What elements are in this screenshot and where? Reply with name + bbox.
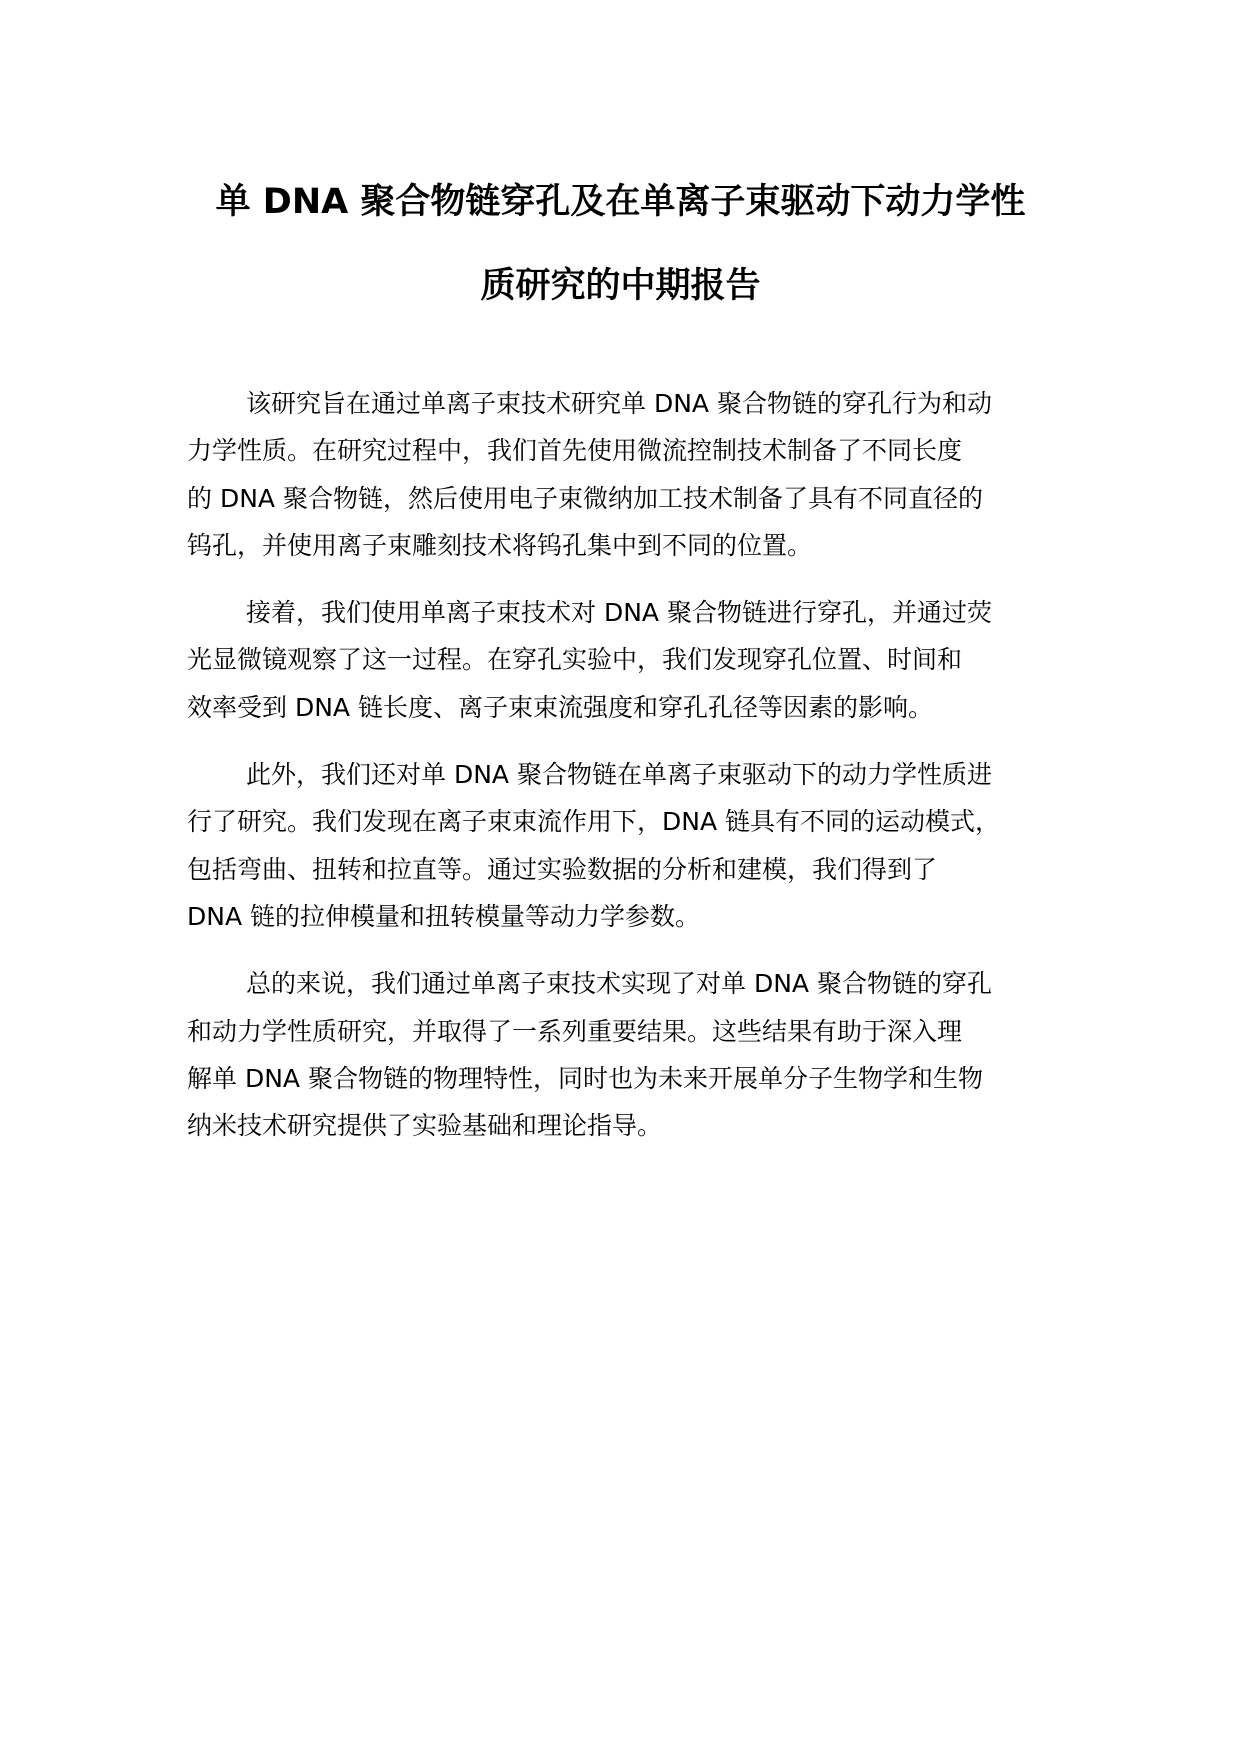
paragraph-line: 包括弯曲、扭转和拉直等。通过实验数据的分析和建模，我们得到了 — [187, 854, 938, 884]
paragraph-line: 行了研究。我们发现在离子束束流作用下，DNA 链具有不同的运动模式， — [187, 807, 1001, 837]
document-title-line-2: 质研究的中期报告 — [480, 266, 761, 306]
paragraph-line: 力学性质。在研究过程中，我们首先使用微流控制技术制备了不同长度 — [187, 436, 963, 466]
document-body — [187, 380, 1087, 1169]
paragraph-3 — [187, 751, 1087, 940]
paragraph-line: 的 DNA 聚合物链，然后使用电子束微纳加工技术制备了具有不同直径的 — [187, 483, 983, 513]
paragraph-line: 效率受到 DNA 链长度、离子束束流强度和穿孔孔径等因素的影响。 — [187, 692, 933, 722]
paragraph-line: 接着，我们使用单离子束技术对 DNA 聚合物链进行穿孔，并通过荧 — [246, 598, 992, 628]
paragraph-line: 钨孔，并使用离子束雕刻技术将钨孔集中到不同的位置。 — [187, 530, 813, 560]
paragraph-line: 和动力学性质研究，并取得了一系列重要结果。这些结果有助于深入理 — [187, 1016, 963, 1046]
paragraph-line: DNA 链的拉伸模量和扭转模量等动力学参数。 — [187, 901, 701, 931]
paragraph-2 — [187, 589, 1087, 731]
paragraph-line: 光显微镜观察了这一过程。在穿孔实验中，我们发现穿孔位置、时间和 — [187, 645, 963, 675]
paragraph-1 — [187, 380, 1087, 569]
paragraph-line: 纳米技术研究提供了实验基础和理论指导。 — [187, 1111, 663, 1141]
paragraph-line: 解单 DNA 聚合物链的物理特性，同时也为未来开展单分子生物学和生物 — [187, 1063, 983, 1093]
paragraph-line: 总的来说，我们通过单离子束技术实现了对单 DNA 聚合物链的穿孔 — [246, 969, 992, 999]
paragraph-line: 此外，我们还对单 DNA 聚合物链在单离子束驱动下的动力学性质进 — [246, 760, 992, 790]
document-title-line-1: 单 DNA 聚合物链穿孔及在单离子束驱动下动力学性 — [215, 182, 1026, 222]
paragraph-4 — [187, 960, 1087, 1149]
paragraph-line: 该研究旨在通过单离子束技术研究单 DNA 聚合物链的穿孔行为和动 — [246, 389, 992, 418]
